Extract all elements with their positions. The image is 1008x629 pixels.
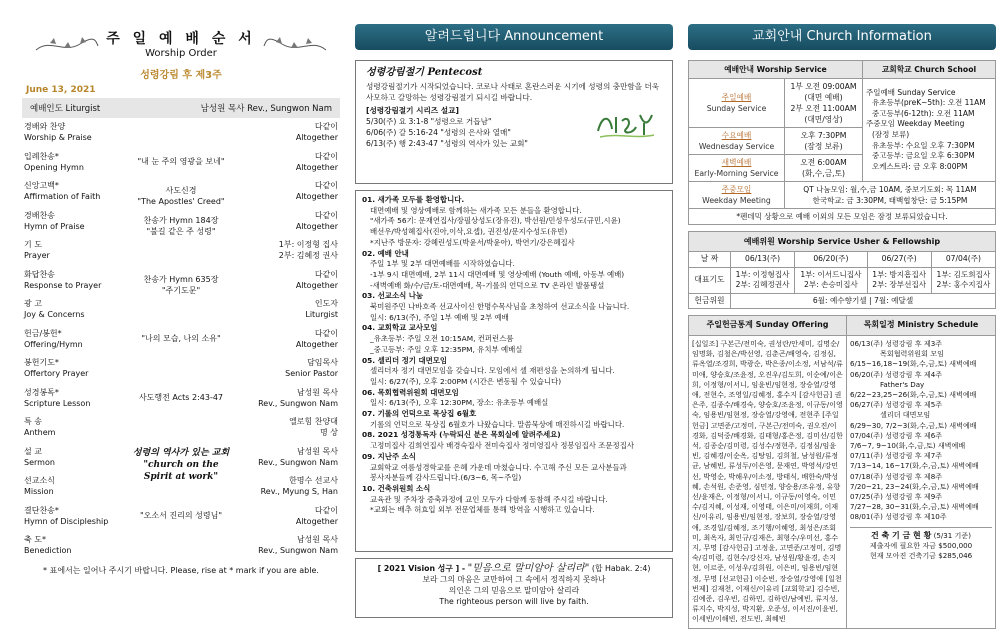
order-item-ko: 특 송 [24,417,42,426]
liturgist-label: 예배인도 Liturgist [30,104,101,114]
liturgical-sunday: 성령강림 후 제3주 [140,70,222,81]
order-item-leader [198,151,338,173]
order-item-detail: 사도행전 Acts 2:43-47 [138,392,224,402]
order-item-ko: 헌금/봉헌* [24,328,62,338]
order-item-leader [198,446,338,468]
schedule-item: 7/13~14, 16~17(화,수,금,토) 새벽예배 [850,461,979,471]
news-line: 봉사자분들께 감사드립니다.(6/3~6, 목~주일) [370,473,522,483]
order-item-ko: 신앙고백* [24,181,59,190]
order-item-leader [198,180,338,202]
order-item-leader-2: Rev., Sungwon Nam [258,398,338,408]
order-item [22,295,340,325]
news-item [362,249,666,292]
news-line: *지난주 방문자: 강혜린성도(박윤서/박윤아), 박연기/강은혜집사 [370,237,575,247]
news-line: 교회학교 여름성경학교를 은혜 가운데 마쳤습니다. 수고해 주신 모든 교사분들과 [370,462,627,472]
order-item-en: Benediction [24,546,72,555]
order-item-leader-2: Altogether [295,221,338,231]
vision-title: "믿음으로 말미암아 살리라" [467,563,590,574]
news-heading: 09. 지난주 소식 [362,451,416,461]
schedule-item: 7/20~21, 23~24(화,수,금,토) 새벽예배 [850,481,979,491]
order-item-leader-2: Altogether [295,162,338,172]
news-heading: 05. 셀리더 정기 대면모임 [362,355,448,365]
offering-schedule-table [688,315,996,629]
order-item-leader [198,121,338,143]
news-heading: 02. 예배 안내 [362,248,409,258]
order-item-leader [198,239,338,261]
school-line: 주일예배 Sunday Service [866,87,956,97]
pentecost-box [355,60,673,184]
news-line: -새벽예배 화/수/금/토-대면예배, 목-기롤의 언덕으로 TV 온라인 발품탱설 [370,280,605,290]
news-line: 배선우/박성혜집사(진아,이삭,요셉), 권진성/문지수성도(유빈) [370,227,568,237]
news-item [362,356,666,388]
order-item-leader-1: 엘로힘 찬양대 [289,417,338,426]
news-item [362,323,666,355]
news-line: 셀리더자 정기 대면모임을 갖습니다. 모임에서 셀 재편성을 논의하게 됩니다. [370,366,615,376]
order-item-ko: 설 교 [24,446,42,456]
schedule-item: 6/29~30, 7/2~3(화,수,금,토) 새벽예배 [850,420,977,430]
order-item-en: Hymn of Discipleship [24,516,109,526]
service-name-cell [689,79,785,128]
news-line: 고정미집사 김희연집사 배경숙집사 전미숙집사 정미영집사 정봉임집사 조문정집사 [370,441,634,451]
order-item [22,472,340,502]
order-item-leader [198,416,338,438]
news-item [362,409,666,430]
order-item [22,354,340,384]
order-item-title [24,269,134,291]
order-item-leader [198,534,338,556]
usher-table [688,251,996,309]
news-item [362,430,666,451]
news-heading: 08. 2021 성경통독자 (누락되신 분은 목회실에 알려주세요) [362,430,561,440]
church-info-panel [688,6,996,624]
order-item-leader-2: 2부: 김혜정 권사 [278,251,338,260]
worship-order-panel [22,6,340,606]
news-box [355,190,673,552]
worship-order-list [22,118,340,561]
school-line: 주중모임 Weekday Meeting [866,119,965,129]
order-item-ko: 경배와 찬양 [24,122,66,131]
sermon-series-item: 5/30(주) 요 3:1-8 "성령으로 거듭남" [366,117,492,126]
schedule-item: 6/15~16,18~19(화,수,금,토) 새벽예배 [850,359,977,369]
usher-header-cell: 07/04(주) [931,252,995,268]
service-name-en: Wednesday Service [698,142,775,151]
order-item-en: Prayer [24,251,50,260]
order-item-leader-2: Altogether [295,280,338,290]
order-item-leader-2: Rev., Sungwon Nam [258,457,338,467]
order-item-en: Scripture Lesson [24,398,91,408]
order-item-ko: 축 도* [24,535,46,544]
order-item-en: Worship & Praise [24,133,92,142]
order-item-en: Anthem [24,428,56,437]
liturgist-name: 남성원 목사 Rev., Sungwon Nam [200,104,332,114]
schedule-item: 7/27~28, 30~31(화,수,금,토) 새벽예배 [850,502,979,512]
news-line: *교회는 배추 허효입 외부 전문업체를 통해 방역을 시행하고 있습니다. [370,505,595,515]
order-item-leader-1: 다같이 [314,269,338,279]
order-item-ko: 입례찬송* [24,151,59,161]
service-time: 오후 7:30PM (잠정 보류) [785,128,863,155]
pandemic-note: *펜데믹 상황으로 예배 이외의 모든 모임은 잠정 보류되었습니다. [689,209,996,225]
news-heading: 03. 선교소식 나눔 [362,291,424,301]
order-item-leader-2: Rev., Sungwon Nam [258,546,338,555]
news-item [362,195,666,249]
order-item-leader-1: 인도자 [314,299,338,308]
order-item-leader-1: 다같이 [314,151,338,161]
schedule-title: 목회일정 Ministry Schedule [847,316,996,336]
ministry-schedule [847,336,996,629]
order-item [22,236,340,266]
news-line: 일시: 6/27(주), 오후 2:00PM (시간은 변동될 수 있습니다) [370,376,562,386]
order-item-ko: 성경봉독* [24,387,59,397]
school-line: 유초등부: 수요일 오후 7:30PM [872,140,975,150]
order-item-leader-1: 다같이 [314,210,338,220]
order-item-leader-1: 담임목사 [307,358,338,367]
order-item-leader-1: 한명수 선교사 [289,476,338,485]
building-fund-title: 건 축 기 금 현 황 [871,530,932,540]
order-item-en: Sermon [24,457,55,467]
order-item-en: Hymn of Praise [24,221,85,231]
news-line: -1부 9시 대면예배, 2부 11시 대면예배 및 영상예배 (Youth 예배, 아동부 예배) [370,269,625,279]
order-item-leader-2: Altogether [295,339,338,349]
order-item-leader [198,269,338,291]
sermon-series-item: 6/06(주) 갈 5:16-24 "성령의 은사와 열매" [366,128,511,137]
order-item-leader [198,475,338,497]
order-item-leader-1: 1부: 이정형 집사 [278,240,338,249]
building-fund-date: (5/31 기준) [933,530,971,540]
news-line: 대면예배 및 영상예배로 함께하는 새가족 모든 분들을 환영합니다. [370,205,582,215]
order-item-detail: 찬송가 Hymn 184장 "불길 같은 주 성령" [143,215,219,236]
service-name-ko: 수요예배 [721,131,752,140]
news-item [362,388,666,409]
order-item-ko: 광 고 [24,299,42,308]
order-item-leader-1: 다같이 [314,122,338,131]
vine-ornament-right [262,34,328,56]
service-name-cell [689,128,785,155]
news-line: "새가족 56기: 문재연집사/장필상성도(장유진), 박선원/민성우성도(규민,시윤) [370,216,621,226]
vision-reference: (합 Habak. 2:4) [591,564,651,573]
order-item-detail: "오소서 진리의 성령님" [140,510,222,520]
order-item-ko: 화답찬송 [24,269,55,279]
news-line: 기롤의 언덕으로 묵상집 6월호가 나왔습니다. 말씀묵상에 매진하시길 바랍니다. [370,419,625,429]
news-line: 북미원주민 나바호족 선교사이신 한명수목사님을 초청하여 선교소식을 나눕니다. [370,302,630,312]
usher-header-cell: 06/27(주) [867,252,931,268]
school-line: 유초등부(preK~5th): 오전 11AM [872,98,986,108]
order-item [22,325,340,355]
order-item [22,413,340,443]
order-item-title [24,505,134,527]
order-item-ko: 기 도 [24,240,42,249]
weekday-meeting-cell [689,182,785,209]
service-table [688,60,996,225]
building-fund [850,527,992,562]
school-line: 중고등부: 금요일 오후 6:30PM [872,151,975,161]
usher-row-label: 헌금위원 [689,293,731,309]
vision-line: 의인은 그의 믿음으로 말미암아 살리라 [448,586,580,595]
order-item-leader-2: Altogether [295,192,338,201]
offering-team-cell: 6월: 예수향기셀 | 7월: 예달셀 [731,293,996,309]
order-item-title [24,475,134,497]
usher-prayer-cell: 1부: 이서드니집사 2부: 손승미집사 [795,267,867,293]
order-item-title [24,239,134,261]
church-info-banner: 교회안내 Church Information [688,24,996,50]
pentecost-title: 성령강림절기 Pentecost [366,67,483,78]
news-item [362,291,666,323]
schedule-item: 6/22~23,25~26(화,수,금,토) 새벽예배 [850,390,977,400]
church-school-info [863,79,996,182]
order-item [22,148,340,178]
sermon-series-title: [성령강림절기 시리즈 설교] [366,106,459,115]
news-line: _유초등부: 주일 오전 10:15AM, 컨퍼런스룸 [370,334,514,344]
vision-box [355,558,673,618]
news-heading: 10. 건축위원회 소식 [362,483,431,493]
order-item-title [24,210,134,232]
schedule-list [850,339,992,523]
offering-title: 주일헌금통계 Sunday Offering [689,316,847,336]
vision-label: [ 2021 Vision 성구 ] - [377,564,466,573]
pentecost-calligraphy-image [592,107,660,141]
schedule-item: 목회협력위원회 모임 [880,349,944,359]
order-item-en: Joy & Concerns [24,310,85,319]
order-item-title [24,416,134,438]
service-name-en: Sunday Service [706,104,767,113]
schedule-item: 08/01(주) 성령강림 후 제10주 [850,512,947,522]
news-item [362,484,666,516]
service-time: 오전 6:00AM (화,수,금,토) [785,155,863,182]
usher-header-cell: 날 짜 [689,252,731,268]
weekday-meeting-text: QT 나눔모임: 월,수,금 10AM, 중보기도회: 목 11AM 한국학교: 금 3:30PM, 태백협창단: 금 5:15PM [785,182,996,209]
order-item-leader-2: Altogether [295,133,338,142]
sermon-series-item: 6/13(주) 행 2:43-47 "성령의 역사가 있는 교회" [366,139,528,148]
news-heading: 04. 교회학교 교사모임 [362,323,438,333]
order-item [22,531,340,561]
usher-prayer-cell: 1부: 김도희집사 2부: 홍수지집사 [931,267,995,293]
order-item-ko: 경배찬송 [24,210,55,220]
order-item-ko: 봉헌기도* [24,358,59,367]
order-item-en: Affirmation of Faith [24,192,101,201]
church-school-header: 교회학교 Church School [863,61,996,79]
schedule-item: 셀리더 대면모임 [880,410,931,420]
order-item-ko: 선교소식 [24,476,55,485]
vision-line: The righteous person will live by faith. [439,597,589,606]
order-item-title [24,180,134,202]
order-item-title [24,298,134,320]
worship-service-header: 예배안내 Worship Service [689,61,863,79]
news-line: 일시: 6/13(주), 오후 12:30PM, 장소: 유초등부 예배실 [370,398,549,408]
schedule-item: 07/25(주) 성령강림 후 제9주 [850,492,943,502]
order-item-ko: 결단찬송* [24,505,59,515]
schedule-item: 07/18(주) 성령강림 후 제8주 [850,471,943,481]
news-line: 교육관 및 주차장 증축과정에 교인 모두가 다함께 동참해 주시길 바랍니다. [370,494,608,504]
order-item-title [24,328,134,350]
order-item-leader-2: Rev., Myung S, Han [260,487,338,496]
schedule-item: 06/20(주) 성령강림 후 제4주 [850,369,943,379]
liturgist-row [22,98,340,118]
order-item-title [24,534,134,556]
building-fund-current: 현재 모아진 건축기금 $285,046 [869,551,973,561]
announcement-banner: 알려드립니다 Announcement [355,24,673,50]
school-line: 오케스트라: 금 오후 8:00PM [872,161,968,171]
news-item [362,452,666,484]
schedule-item: 06/27(주) 성령강림 후 제5주 [850,400,943,410]
order-item [22,384,340,414]
order-item-leader [198,357,338,379]
service-time: 1부 오전 09:00AM (대면 예배) 2부 오전 11:00AM (대면/영상) [785,79,863,128]
schedule-item: 7/6~7, 9~10(화,수,금,토) 새벽예배 [850,441,966,451]
weekday-meeting-ko: 주중모임 [721,185,752,194]
order-item-leader-1: 다같이 [314,505,338,515]
news-heading: 07. 기롤의 언덕으로 목상집 6월호 [362,409,477,419]
usher-prayer-cell: 1부: 이정형집사 2부: 김혜정권사 [731,267,795,293]
announcement-panel [355,6,673,606]
schedule-item: 07/04(주) 성령강림 후 제6주 [850,430,943,440]
school-line: 중고등부(6-12th): 오전 11AM [872,108,975,118]
order-item-detail: 찬송가 Hymn 635장 "주기도문" [143,274,219,295]
service-name-en: Early-Morning Service [694,169,779,178]
order-item-detail: 성령의 역사가 있는 교회 "church on the Spirit at work" [132,447,230,482]
news-line: 일시: 6/13(주), 주일 1부 예배 및 2부 예배 [370,312,509,322]
usher-header-cell: 06/20(주) [795,252,867,268]
service-name-ko: 새벽예배 [721,158,752,167]
building-fund-goal: 제출자에 필요한 자금 $500,000 [869,540,973,550]
schedule-item: 06/13(주) 성령강림 후 제3주 [850,339,943,348]
usher-row-label: 대표기도 [689,267,731,293]
news-heading: 01. 새가족 모두를 환영합니다. [362,195,465,204]
usher-title: 예배위원 Worship Service Usher & Fellowship [688,231,996,251]
order-item-en: Response to Prayer [24,280,102,290]
bulletin-date: June 13, 2021 [26,85,96,95]
service-name-ko: 주일예배 [721,93,752,102]
weekday-meeting-en: Weekday Meeting [702,196,771,205]
order-item-detail: "내 눈 주의 영광을 보네" [137,156,225,166]
order-item-title [24,121,134,143]
bulletin-subtitle: Worship Order [145,48,217,59]
order-item-title [24,387,134,409]
usher-header-cell: 06/13(주) [731,252,795,268]
offering-list: [십일조] 구본근/전미숙, 권성란/안세미, 김명순/임명화, 김철은/박선영, 김춘곤/배영숙, 김정심, 류옥열/조경희, 박광순, 박은종/이소정, 서남석/류미애, 양승호/조윤정, 오진우/김도희, 이순예/이은희, 이정형/이서니, 임윤빈/임현정, 장승열/강영애, 전현수, 조영일/김혜정, 홍수지 [감사헌금] 권은주, 김종수/배경숙, 양승호/조윤정, 이규동/이영숙, 임용빈/임현정, 장승열/강영애, 전현주 [주일헌금] 고면준/고정미, 구본근/전미숙, 권오진/이경화, 김덕중/배경화, 김태형/홍은정, 김미선/김한석, 김종순/김미령, 김성수/정현주, 김정심/임윤빈, 김혜경/이순옥, 김탕임, 김희철, 남성원/류정균, 남혜빈, 류성두/이은영, 문재연, 박영석/강민선, 박영순, 박해우/이소정, 방태식, 배한숙/박성혜, 손석원, 손준영, 심민정, 양승용/조유정, 유향선/윤재은, 이정형/이서니, 이규동/이영숙, 이민수/김지혜, 이성재, 이영태, 이은미/이재희, 이재신/이유리, 임용빈/임현정, 장보희, 장승열/강영애, 조경일/김혜정, 조기행/이혜영, 최성은/조회미, 최옥자, 최인규/김재은, 최형수/우미선, 홍수지, 무명 [감사헌금] 고정윤, 고면준/고정미, 김명숙/김미령, 김현수/강신자, 남성원/황윤경, 손지현, 이르준, 이성우/김희원, 이은비, 임용빈/임현정, 무명 [선교헌금] 이순빈, 장승열/강영애 [일천번제] 김재천, 이재신/이유리 [교회학교] 김수빈, 김예준, 김우빈, 김하민, 김하린/남예빈, 류지성, 류지수, 박지성, 박지환, 오준성, 이서진/이윤빈, 이세빈/이해빈, 전도빈, 최혜빈 [689,336,847,629]
order-item-leader-1: 남성원 목사 [296,535,338,544]
order-item-leader [198,210,338,232]
order-item-detail: "나의 모습, 나의 소유" [141,333,221,343]
news-line: 주일 1부 및 2부 대면예배를 시작하였습니다. [370,259,515,269]
news-line: _중고등부: 주일 오후 12:35PM, 유치부 예배실 [370,344,523,354]
order-item-leader [198,298,338,320]
order-item [22,266,340,296]
schedule-item: 07/11(주) 성령강림 후 제7주 [850,451,943,461]
order-item [22,207,340,237]
vision-line: 보라 그의 마음은 교만하여 그 속에서 정직하지 못하나 [422,575,606,584]
usher-prayer-cell: 1부: 방지흠집사 2부: 장부선집사 [867,267,931,293]
order-item [22,177,340,207]
order-item-detail: 사도신경 "The Apostles' Creed" [137,186,225,206]
order-item-leader-1: 다같이 [314,328,338,338]
service-name-cell [689,155,785,182]
order-item-leader [198,387,338,409]
order-item-leader-2: Altogether [295,516,338,526]
order-item-title [24,446,134,468]
order-item-title [24,357,134,379]
order-item-en: Mission [24,487,54,496]
order-item-leader-1: 남성원 목사 [296,387,338,397]
order-item-leader-2: Liturgist [305,310,338,319]
worship-order-header [22,6,340,64]
order-item-en: Offertory Prayer [24,369,89,378]
order-item-title [24,151,134,173]
schedule-item: Father's Day [880,379,925,389]
order-item-leader-2: 명 상 [320,428,338,437]
rise-footnote: * 표에서는 일어나 주시기 바랍니다. Please, rise at * mark if you are able. [43,565,319,575]
news-heading: 06. 목회협력위원회 대면모임 [362,387,459,397]
bulletin-title: 주 일 예 배 순 서 [106,31,256,47]
order-item-leader-1: 남성원 목사 [296,446,338,456]
order-item [22,118,340,148]
order-item [22,502,340,532]
order-item-leader-2: Senior Pastor [285,369,338,378]
order-item-en: Opening Hymn [24,162,84,172]
order-item-leader [198,505,338,527]
pentecost-text: 성령강림절기가 시작되었습니다. 코로나 사태로 혼란스러운 시기에 성령의 충만함을 더욱 사모하고 갈망하는 성령강림절기 되시길 바랍니다. [366,82,660,102]
order-item-leader-1: 다같이 [314,181,338,190]
order-item-leader [198,328,338,350]
school-line: (잠정 보류) [872,130,910,139]
order-item-en: Offering/Hymn [24,339,83,349]
